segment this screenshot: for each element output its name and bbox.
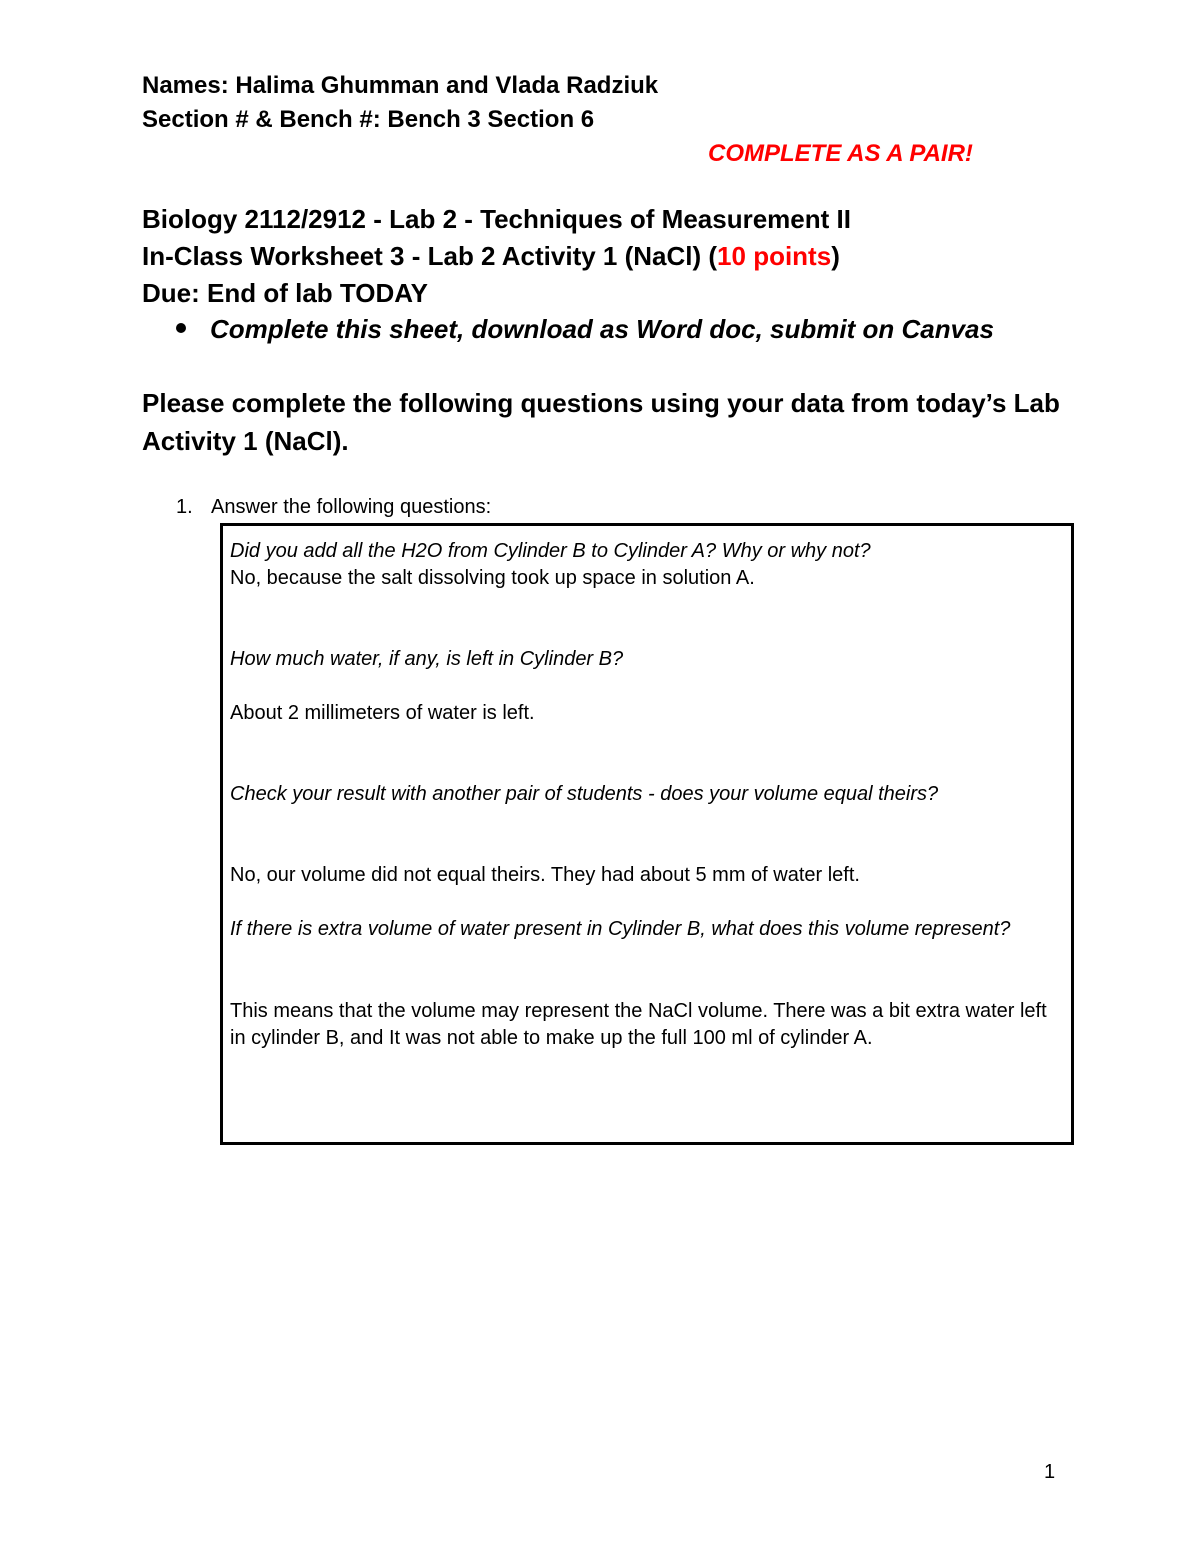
section-bench-line: Section # & Bench #: Bench 3 Section 6 [142,106,595,133]
answer-box-question-1: Did you add all the H2O from Cylinder B to Cylinder A? Why or why not? [230,540,871,562]
answer-box-answer-2[interactable]: About 2 millimeters of water is left. [230,702,535,724]
answer-box-answer-4[interactable]: This means that the volume may represent the NaCl volume. There was a bit extra water left in cylinder B, and It was not able to make up the full 100 ml of cylinder A. [230,1000,1047,1049]
answer-box-question-3: Check your result with another pair of students - does your volume equal theirs? [230,783,939,805]
answer-box-answer-1[interactable]: No, because the salt dissolving took up space in solution A. [230,567,755,589]
worksheet-title [142,240,840,272]
worksheet-title-suffix: ) [831,241,840,271]
instruction-text: Complete this sheet, download as Word doc, submit on Canvas [210,314,994,344]
answer-box-question-2: How much water, if any, is left in Cylinder B? [230,648,624,670]
points-badge: 10 points [717,241,832,271]
question-1 [176,494,491,520]
instruction-bullet [176,313,994,345]
complete-as-pair-note: COMPLETE AS A PAIR! [708,140,973,167]
due-line: Due: End of lab TODAY [142,278,429,308]
question-1-number: 1. [176,496,193,518]
worksheet-title-prefix: In-Class Worksheet 3 - Lab 2 Activity 1 (NaCl) ( [142,241,718,271]
question-1-label: Answer the following questions: [211,496,492,518]
bullet-icon [176,323,186,333]
answer-box-question-4: If there is extra volume of water present in Cylinder B, what does this volume represent? [230,918,1011,940]
answer-box-answer-3[interactable]: No, our volume did not equal theirs. They had about 5 mm of water left. [230,864,860,886]
page-number: 1 [1044,1461,1056,1483]
course-title: Biology 2112/2912 - Lab 2 - Techniques of Measurement II [142,204,851,234]
intro-paragraph: Please complete the following questions using your data from today’s Lab Activity 1 (NaCl). [142,388,1060,456]
names-line: Names: Halima Ghumman and Vlada Radziuk [142,72,659,99]
